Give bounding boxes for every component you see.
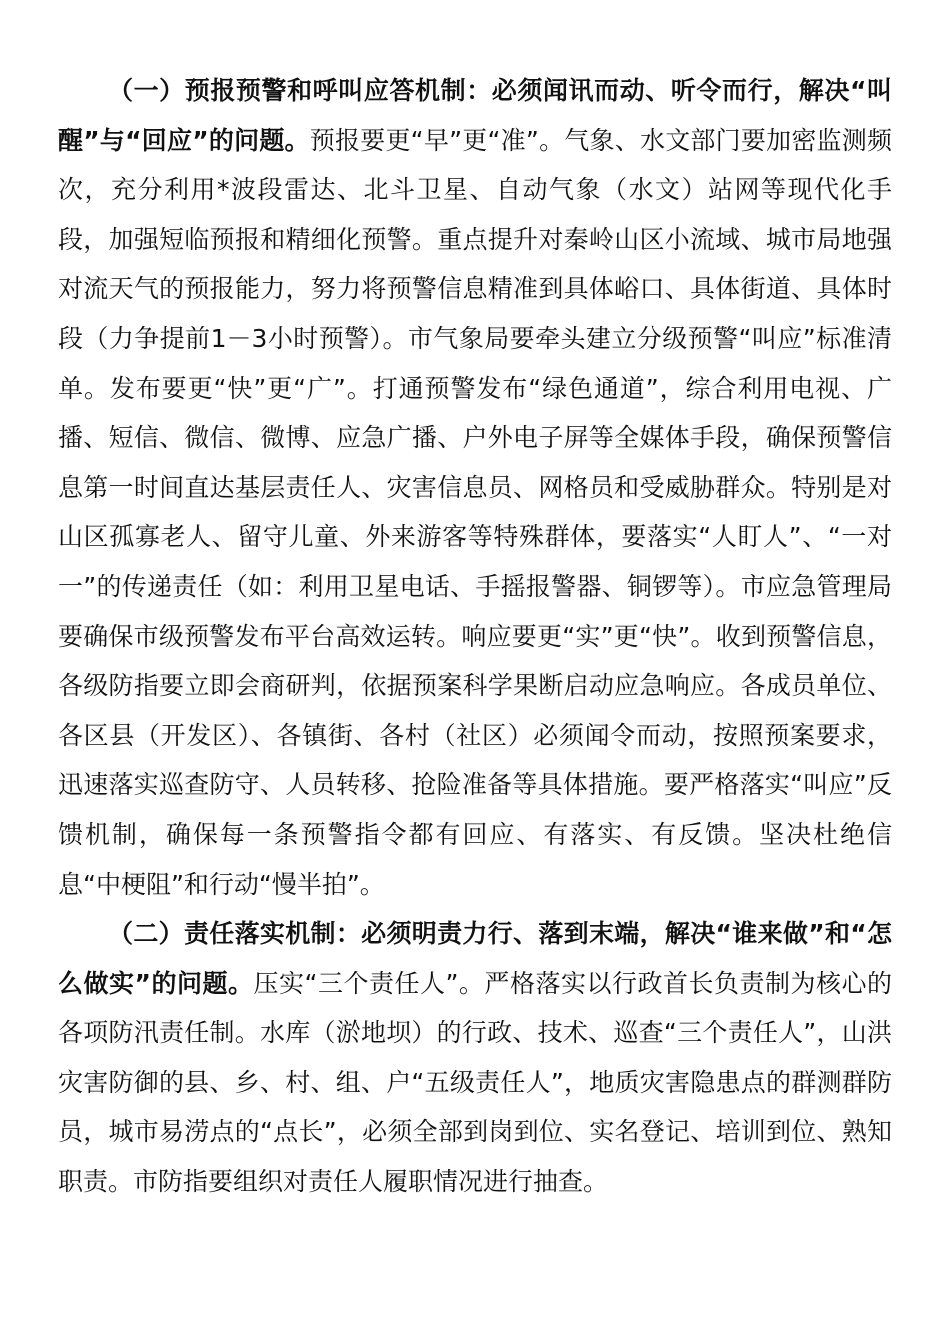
section-1-paragraph: [58, 66, 892, 909]
section-1-body: 预报要更“早”更“准”。气象、水文部门要加密监测频次，充分利用*波段雷达、北斗卫星、自动气象（水文）站网等现代化手段，加强短临预报和精细化预警。重点提升对秦岭山区小流域、城市局地强对流天气的预报能力，努力将预警信息精准到具体峪口、具体街道、具体时段（力争提前1－3小时预警）。市气象局要牵头建立分级预警“叫应”标准清单。发布要更“快”更“广”。打通预警发布“绿色通道”，综合利用电视、广播、短信、微信、微博、应急广播、户外电子屏等全媒体手段，确保预警信息第一时间直达基层责任人、灾害信息员、网格员和受威胁群众。特别是对山区孤寡老人、留守儿童、外来游客等特殊群体，要落实“人盯人”、“一对一”的传递责任（如：利用卫星电话、手摇报警器、铜锣等）。市应急管理局要确保市级预警发布平台高效运转。响应要更“实”更“快”。收到预警信息，各级防指要立即会商研判，依据预案科学果断启动应急响应。各成员单位、各区县（开发区）、各镇街、各村（社区）必须闻令而动，按照预案要求，迅速落实巡查防守、人员转移、抢险准备等具体措施。要严格落实“叫应”反馈机制，确保每一条预警指令都有回应、有落实、有反馈。坚决杜绝信息“中梗阻”和行动“慢半拍”。: [58, 125, 893, 899]
section-2-heading: （二）责任落实机制：必须明责力行、落到末端，解决“谁来做”和“怎么做实”的问题。: [58, 919, 892, 998]
document-page: [58, 66, 892, 1207]
section-2-body: 压实“三个责任人”。严格落实以行政首长负责制为核心的各项防汛责任制。水库（淤地坝）的行政、技术、巡查“三个责任人”，山洪灾害防御的县、乡、村、组、户“五级责任人”，地质灾害隐患点的群测群防员，城市易涝点的“点长”，必须全部到岗到位、实名登记、培训到位、熟知职责。市防指要组织对责任人履职情况进行抽查。: [58, 968, 893, 1197]
section-1-heading: （一）预报预警和呼叫应答机制：必须闻讯而动、听令而行，解决“叫醒”与“回应”的问题。: [58, 76, 892, 155]
section-2-paragraph: [58, 909, 892, 1207]
